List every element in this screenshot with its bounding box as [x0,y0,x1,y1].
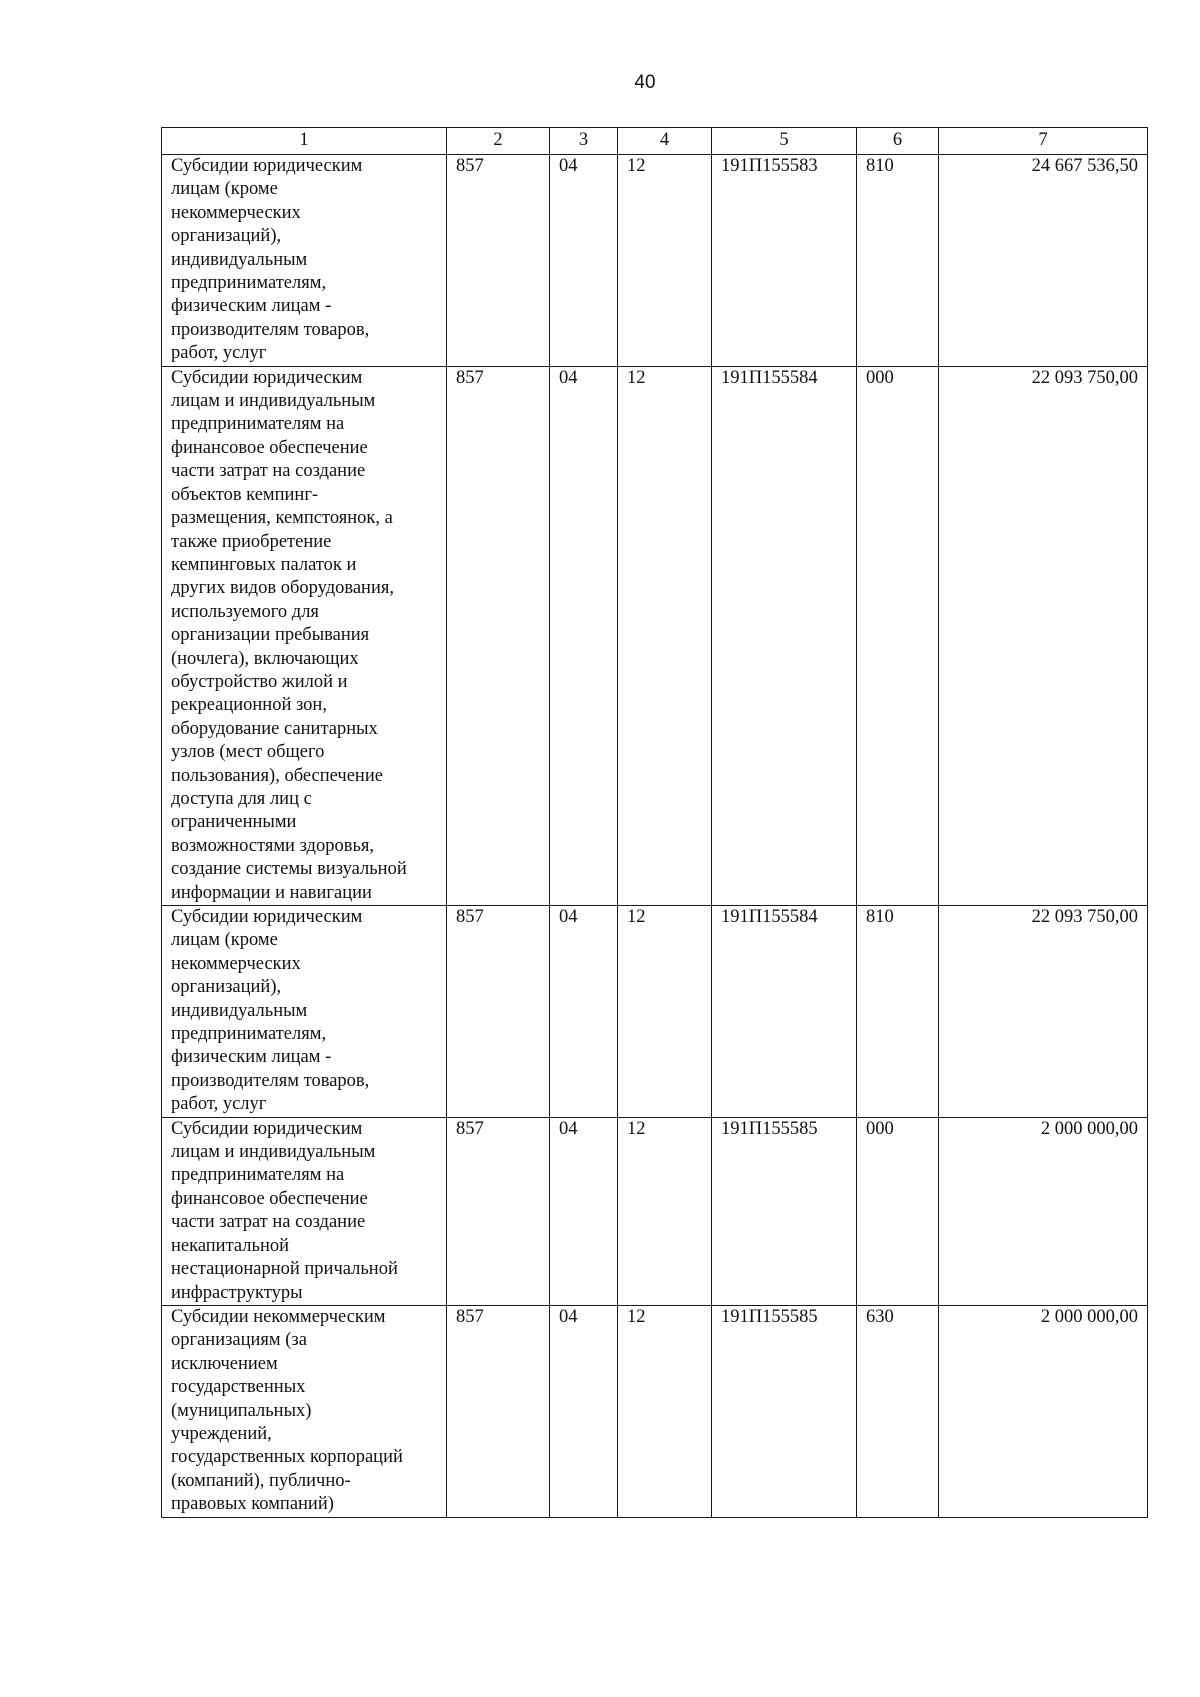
target-article-cell: 191П155585 [712,1305,857,1517]
expense-type-cell: 000 [857,1117,939,1305]
row-name-line: других видов оборудования, [171,578,394,599]
row-name-line: финансовое обеспечение [171,1188,368,1209]
gr-code-cell: 857 [447,906,550,1118]
row-name-line: инфраструктуры [171,1282,303,1303]
row-name-line: используемого для [171,601,319,622]
table-row [162,906,1148,1118]
row-name-line: физическим лицам - [171,1047,332,1068]
section-cell: 04 [550,906,618,1118]
header-cell: 4 [618,128,712,155]
row-name-line: нестационарной причальной [171,1259,398,1280]
gr-code-cell: 857 [447,155,550,367]
sum-cell: 24 667 536,50 [939,155,1148,367]
row-name-cell [162,906,447,1118]
subsection-cell: 12 [618,1117,712,1305]
row-name-line: (ночлега), включающих [171,648,359,669]
row-name-line: рекреационной зон, [171,695,327,716]
row-name-line: предпринимателям, [171,1024,327,1045]
row-name-line: Субсидии юридическим [171,367,363,388]
row-name-line: Субсидии некоммерческим [171,1306,386,1327]
header-cell: 5 [712,128,857,155]
row-name-line: производителям товаров, [171,319,370,340]
row-name-cell [162,155,447,367]
row-name-line: (муниципальных) [171,1400,312,1421]
row-name-line: финансовое обеспечение [171,437,368,458]
header-cell: 7 [939,128,1148,155]
table-row [162,1305,1148,1517]
row-name-line: организации пребывания [171,625,370,646]
row-name-line: лицам (кроме [171,179,278,200]
row-name-cell [162,1117,447,1305]
row-name-line: физическим лицам - [171,296,332,317]
row-name-line: организаций), [171,977,282,998]
table-row [162,1117,1148,1305]
row-name-line: некоммерческих [171,953,301,974]
row-name-line: учреждений, [171,1423,272,1444]
section-cell: 04 [550,1117,618,1305]
row-name-line: пользования), обеспечение [171,765,383,786]
row-name-line: государственных [171,1377,306,1398]
section-cell: 04 [550,155,618,367]
row-name-line: работ, услуг [171,1094,267,1115]
page-number: 40 [634,72,656,93]
subsection-cell: 12 [618,906,712,1118]
row-name-line: создание системы визуальной [171,859,407,880]
row-name-line: Субсидии юридическим [171,156,363,176]
row-name-line: ограниченными [171,812,297,833]
gr-code-cell: 857 [447,1305,550,1517]
expense-type-cell: 810 [857,906,939,1118]
header-cell: 3 [550,128,618,155]
row-name-cell [162,1305,447,1517]
subsection-cell: 12 [618,366,712,905]
table-header-row [162,128,1148,155]
row-name-cell [162,366,447,905]
subsection-cell: 12 [618,1305,712,1517]
target-article-cell: 191П155584 [712,366,857,905]
section-cell: 04 [550,366,618,905]
row-name-line: (компаний), публично- [171,1470,351,1491]
row-name-line: оборудование санитарных [171,718,378,739]
expense-type-cell: 000 [857,366,939,905]
section-cell: 04 [550,1305,618,1517]
row-name-line: исключением [171,1353,278,1374]
row-name-line: узлов (мест общего [171,742,325,763]
budget-table [161,127,1148,1518]
row-name-line: части затрат на создание [171,1212,366,1233]
row-name-line: производителям товаров, [171,1070,370,1091]
row-name-line: некоммерческих [171,202,301,223]
row-name-line: некапитальной [171,1235,289,1256]
sum-cell: 2 000 000,00 [939,1305,1148,1517]
header-cell: 6 [857,128,939,155]
row-name-line: организаций), [171,226,282,247]
row-name-line: доступа для лиц с [171,788,312,809]
row-name-line: Субсидии юридическим [171,1118,363,1139]
sum-cell: 2 000 000,00 [939,1117,1148,1305]
row-name-line: Субсидии юридическим [171,907,363,927]
row-name-line: лицам и индивидуальным [171,391,376,412]
target-article-cell: 191П155585 [712,1117,857,1305]
row-name-line: лицам и индивидуальным [171,1142,376,1163]
header-cell: 2 [447,128,550,155]
row-name-line: информации и навигации [171,882,372,903]
sum-cell: 22 093 750,00 [939,906,1148,1118]
row-name-line: работ, услуг [171,343,267,364]
expense-type-cell: 630 [857,1305,939,1517]
table-row [162,155,1148,367]
row-name-line: объектов кемпинг- [171,484,319,505]
row-name-line: предпринимателям на [171,1165,345,1186]
row-name-line: обустройство жилой и [171,671,348,692]
subsection-cell: 12 [618,155,712,367]
row-name-line: кемпинговых палаток и [171,554,357,575]
row-name-line: государственных корпораций [171,1447,403,1468]
header-cell: 1 [162,128,447,155]
row-name-line: предпринимателям, [171,273,327,294]
target-article-cell: 191П155584 [712,906,857,1118]
row-name-line: также приобретение [171,531,332,552]
row-name-line: правовых компаний) [171,1494,334,1515]
row-name-line: возможностями здоровья, [171,835,375,856]
gr-code-cell: 857 [447,1117,550,1305]
table-row [162,366,1148,905]
target-article-cell: 191П155583 [712,155,857,367]
row-name-line: организациям (за [171,1330,307,1351]
expense-type-cell: 810 [857,155,939,367]
row-name-line: части затрат на создание [171,461,366,482]
row-name-line: лицам (кроме [171,930,278,951]
row-name-line: индивидуальным [171,249,308,270]
sum-cell: 22 093 750,00 [939,366,1148,905]
row-name-line: индивидуальным [171,1000,308,1021]
row-name-line: предпринимателям на [171,414,345,435]
gr-code-cell: 857 [447,366,550,905]
row-name-line: размещения, кемпстоянок, а [171,508,393,529]
